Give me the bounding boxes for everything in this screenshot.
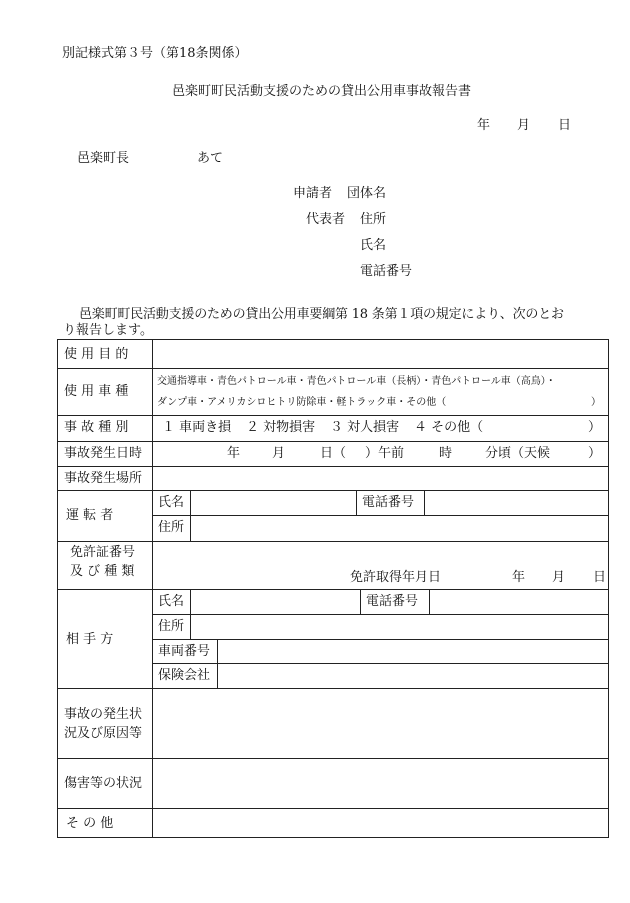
date-day-label: 日 — [558, 118, 572, 133]
row-divider — [58, 541, 608, 542]
row-divider — [58, 688, 608, 689]
circumstances-label-2: 況及び原因等 — [64, 726, 143, 741]
row-divider — [58, 466, 608, 467]
row-divider — [152, 663, 608, 664]
form-number: 別記様式第３号（第18条関係） — [62, 46, 248, 61]
other-vehicle-number-label: 車両番号 — [158, 644, 211, 659]
intro-line-2: り報告します。 — [63, 323, 153, 338]
intro-line-1: 邑楽町町民活動支援のための貸出公用車要綱第 18 条第１項の規定により、次のとお — [79, 307, 564, 322]
other-insurance-label: 保険会社 — [158, 668, 211, 683]
datetime-am: ）午前 — [365, 446, 405, 461]
location-label: 事故発生場所 — [64, 471, 143, 486]
representative-label: 代表者 — [306, 212, 346, 227]
row-divider — [58, 758, 608, 759]
column-divider — [190, 490, 191, 541]
accident-type-4: ４ その他（ — [414, 420, 484, 435]
accident-type-close: ） — [588, 420, 602, 435]
date-month-label: 月 — [517, 118, 531, 133]
column-divider — [217, 639, 218, 688]
addressee-suffix: あて — [197, 151, 224, 166]
license-label-2: 及 び 種 類 — [70, 564, 135, 579]
column-divider — [429, 589, 430, 614]
row-divider — [152, 639, 608, 640]
accident-type-1: １ 車両き損 — [162, 420, 232, 435]
datetime-label: 事故発生日時 — [64, 446, 143, 461]
circumstances-label-1: 事故の発生状 — [64, 707, 143, 722]
injury-label: 傷害等の状況 — [64, 776, 143, 791]
column-divider — [360, 589, 361, 614]
row-divider — [58, 589, 608, 590]
vehicle-options-close: ） — [591, 397, 601, 408]
datetime-month: 月 — [272, 446, 286, 461]
license-date-label: 免許取得年月日 — [350, 570, 442, 585]
date-year-label: 年 — [477, 118, 491, 133]
datetime-close: ） — [588, 446, 602, 461]
document-title: 邑楽町町民活動支援のための貸出公用車事故報告書 — [172, 84, 472, 99]
org-name-label: 団体名 — [347, 186, 387, 201]
driver-label: 運 転 者 — [66, 508, 114, 523]
phone-label: 電話番号 — [360, 264, 413, 279]
license-year: 年 — [512, 570, 526, 585]
accident-type-2: ２ 対物損害 — [246, 420, 316, 435]
datetime-year: 年 — [227, 446, 241, 461]
applicant-label: 申請者 — [293, 186, 333, 201]
row-divider — [152, 515, 608, 516]
driver-address-label: 住所 — [158, 520, 185, 535]
driver-phone-label: 電話番号 — [362, 495, 415, 510]
datetime-hour: 時 — [439, 446, 453, 461]
accident-type-label: 事 故 種 別 — [64, 420, 129, 435]
column-divider — [152, 340, 153, 837]
address-label: 住所 — [360, 212, 387, 227]
other-name-label: 氏名 — [158, 594, 185, 609]
license-day: 日 — [593, 570, 607, 585]
other-address-label: 住所 — [158, 619, 185, 634]
row-divider — [58, 368, 608, 369]
datetime-minute-weather: 分頃（天候 — [485, 446, 551, 461]
row-divider — [58, 490, 608, 491]
column-divider — [190, 589, 191, 639]
column-divider — [356, 490, 357, 515]
vehicle-label: 使 用 車 種 — [64, 384, 129, 399]
driver-name-label: 氏名 — [158, 495, 185, 510]
accident-type-3: ３ 対人損害 — [330, 420, 400, 435]
report-table — [57, 339, 609, 838]
vehicle-options-line-2: ダンプ車・アメリカシロヒトリ防除車・軽トラック車・その他（ — [157, 397, 447, 408]
row-divider — [58, 415, 608, 416]
vehicle-options-line-1: 交通指導車・青色パトロール車・青色パトロール車（長柄）・青色パトロール車（高鳥）・ — [157, 376, 556, 387]
other-party-label: 相 手 方 — [66, 632, 114, 647]
other-phone-label: 電話番号 — [366, 594, 419, 609]
datetime-day: 日（ — [320, 446, 347, 461]
column-divider — [424, 490, 425, 515]
row-divider — [152, 614, 608, 615]
addressee-name: 邑楽町長 — [77, 151, 130, 166]
row-divider — [58, 808, 608, 809]
license-label-1: 免許証番号 — [70, 545, 136, 560]
other-label: そ の 他 — [66, 816, 114, 831]
row-divider — [58, 441, 608, 442]
name-label: 氏名 — [360, 238, 387, 253]
purpose-label: 使 用 目 的 — [64, 347, 129, 362]
license-month: 月 — [552, 570, 566, 585]
